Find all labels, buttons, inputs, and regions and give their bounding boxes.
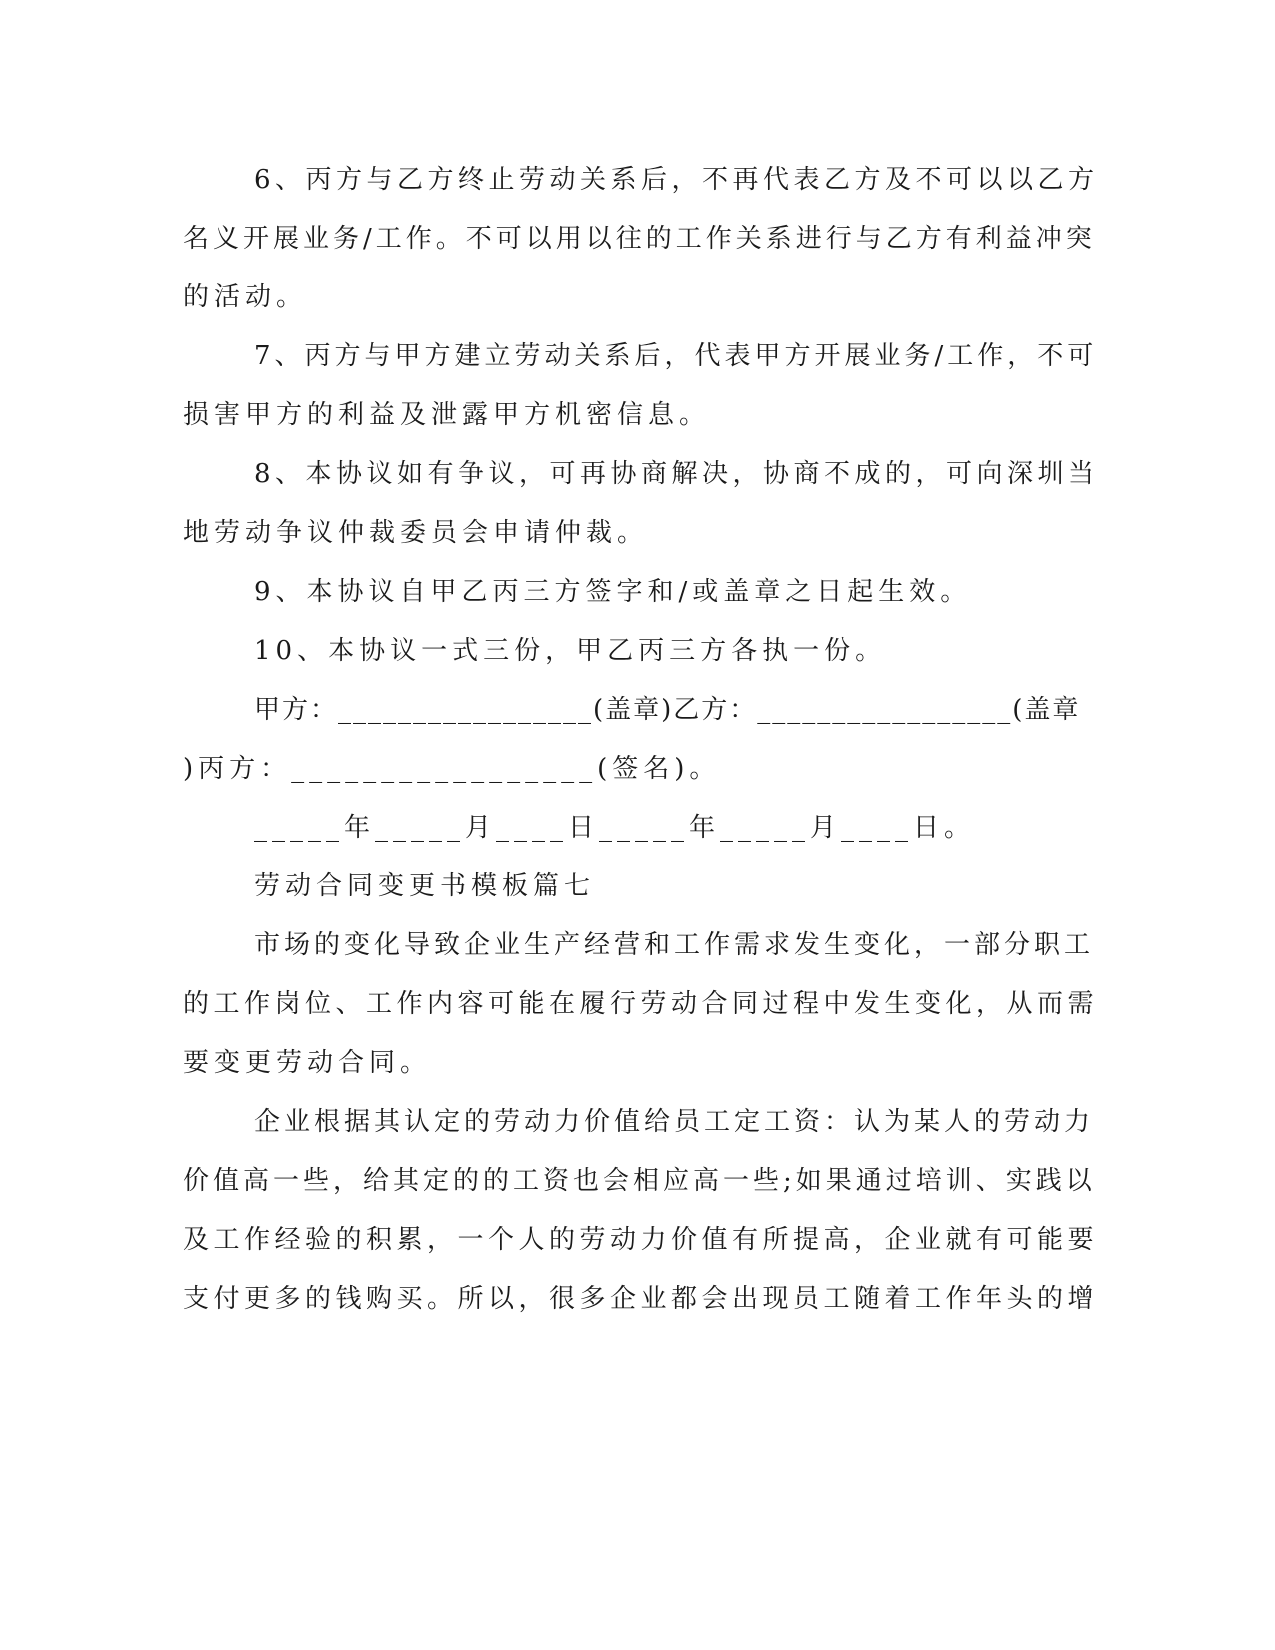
- clause-7-line-2: 损害甲方的利益及泄露甲方机密信息。: [183, 400, 711, 430]
- section-heading: 劳动合同变更书模板篇七: [254, 871, 596, 901]
- clause-8-line-1: 8、本协议如有争议，可再协商解决，协商不成的，可向深圳当: [254, 459, 1099, 489]
- paragraph-2-line-4: 支付更多的钱购买。所以，很多企业都会出现员工随着工作年头的增: [183, 1284, 1099, 1314]
- signature-line-1: 甲方：_________________(盖章)乙方：_________________(盖章: [254, 695, 1081, 725]
- date-line: _____年_____月____日_____年_____月____日。: [254, 813, 976, 843]
- clause-6-line-1: 6、丙方与乙方终止劳动关系后，不再代表乙方及不可以以乙方: [254, 165, 1099, 195]
- clause-6-line-2: 名义开展业务/工作。不可以用以往的工作关系进行与乙方有利益冲突: [183, 224, 1096, 254]
- signature-line-2: )丙方：_________________(签名)。: [183, 754, 721, 784]
- paragraph-2-line-1: 企业根据其认定的劳动力价值给员工定工资：认为某人的劳动力: [254, 1107, 1095, 1137]
- paragraph-2-line-3: 及工作经验的积累，一个人的劳动力价值有所提高，企业就有可能要: [183, 1225, 1099, 1255]
- paragraph-1-line-1: 市场的变化导致企业生产经营和工作需求发生变化，一部分职工: [254, 930, 1095, 960]
- clause-10: 10、本协议一式三份，甲乙丙三方各执一份。: [254, 636, 887, 666]
- paragraph-2-line-2: 价值高一些，给其定的的工资也会相应高一些;如果通过培训、实践以: [183, 1166, 1096, 1196]
- clause-8-line-2: 地劳动争议仲裁委员会申请仲裁。: [183, 518, 649, 548]
- clause-6-line-3: 的活动。: [183, 282, 308, 312]
- paragraph-1-line-2: 的工作岗位、工作内容可能在履行劳动合同过程中发生变化，从而需: [183, 989, 1099, 1019]
- clause-7-line-1: 7、丙方与甲方建立劳动关系后，代表甲方开展业务/工作，不可: [254, 341, 1098, 371]
- paragraph-1-line-3: 要变更劳动合同。: [183, 1048, 432, 1078]
- clause-9: 9、本协议自甲乙丙三方签字和/或盖章之日起生效。: [254, 577, 972, 607]
